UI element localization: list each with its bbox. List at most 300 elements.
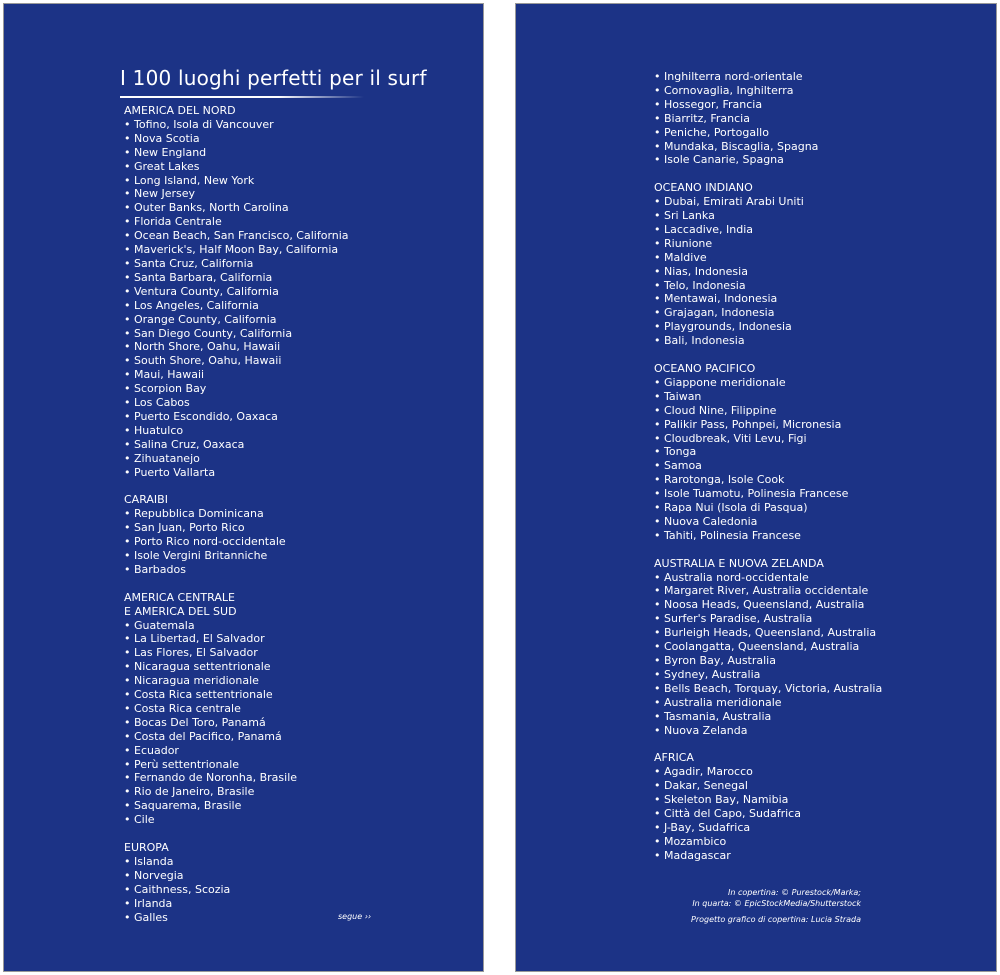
list-item [124,215,349,229]
bullet-icon: • [124,423,131,437]
spot-name: Skeleton Bay, Namibia [664,793,789,807]
spot-name: San Juan, Porto Rico [134,521,245,535]
spot-name: Tasmania, Australia [664,709,772,723]
list-item [654,682,882,696]
list-item [654,849,882,863]
bullet-icon: • [124,715,131,729]
list-item [124,883,349,897]
bullet-icon: • [654,222,661,236]
spot-name: Nova Scotia [134,131,200,145]
list-item [124,271,349,285]
list-item [124,410,349,424]
bullet-icon: • [124,799,131,813]
bullet-icon: • [124,340,131,354]
spot-name: Maverick's, Half Moon Bay, California [134,243,339,257]
spot-name: Rio de Janeiro, Brasile [134,785,255,799]
list-item [124,619,349,633]
bullet-icon: • [124,382,131,396]
region-heading: OCEANO PACIFICO [654,362,756,375]
spot-name: Margaret River, Australia occidentale [664,584,869,598]
region-heading: AMERICA DEL NORD [124,104,236,117]
bullet-icon: • [654,473,661,487]
bullet-icon: • [124,131,131,145]
list-item [124,869,349,883]
spot-name: Outer Banks, North Carolina [134,201,289,215]
spot-list [654,765,882,862]
spot-name: Samoa [664,459,702,473]
bullet-icon: • [654,681,661,695]
list-item [124,340,349,354]
list-item [124,785,349,799]
bullet-icon: • [654,70,661,83]
bullet-icon: • [124,187,131,201]
spot-name: Puerto Escondido, Oaxaca [134,409,278,423]
spot-name: Long Island, New York [134,173,255,187]
bullet-icon: • [654,445,661,459]
bullet-icon: • [654,209,661,223]
bullet-icon: • [124,813,131,827]
bullet-icon: • [124,409,131,423]
list-item [124,299,349,313]
spot-name: Bali, Indonesia [664,334,745,348]
list-item [124,813,349,827]
spot-name: Salina Cruz, Oaxaca [134,437,245,451]
list-item [124,911,349,925]
spot-name: Isole Canarie, Spagna [664,153,784,167]
spot-name: Perù settentrionale [134,757,240,771]
list-item [124,716,349,730]
spot-name: Agadir, Marocco [664,765,753,779]
bullet-icon: • [124,660,131,674]
bullet-icon: • [124,882,131,896]
spot-name: Los Angeles, California [134,298,259,312]
bullet-icon: • [124,298,131,312]
spot-name: Rarotonga, Isole Cook [664,473,785,487]
list-item [124,507,349,521]
list-item [124,174,349,188]
spot-name: Sri Lanka [664,209,715,223]
bullet-icon: • [654,125,661,139]
bullet-icon: • [124,284,131,298]
bullet-icon: • [654,306,661,320]
list-item [124,424,349,438]
bullet-icon: • [654,793,661,807]
spot-name: Santa Cruz, California [134,256,254,270]
bullet-icon: • [654,667,661,681]
spot-name: Bocas Del Toro, Panamá [134,715,266,729]
spot-name: South Shore, Oahu, Hawaii [134,354,282,368]
bullet-icon: • [124,465,131,479]
bullet-icon: • [124,729,131,743]
spot-name: Taiwan [664,389,702,403]
list-item [124,187,349,201]
region-heading: E AMERICA DEL SUD [124,604,237,618]
spot-name: Barbados [134,562,186,576]
bullet-icon: • [654,487,661,501]
list-item [654,571,882,585]
spot-name: New England [134,145,207,159]
bullet-icon: • [654,389,661,403]
list-item [654,779,882,793]
list-item [124,521,349,535]
list-item [124,160,349,174]
region-section [124,493,349,576]
spot-name: Huatulco [134,423,184,437]
list-item [654,98,882,112]
bullet-icon: • [124,145,131,159]
spot-name: Scorpion Bay [134,382,207,396]
list-item [124,730,349,744]
list-item [124,674,349,688]
spot-name: Australia nord-occidentale [664,570,809,584]
spot-name: Guatemala [134,618,195,632]
spot-name: Cornovaglia, Inghilterra [664,83,794,97]
spot-name: Noosa Heads, Queensland, Australia [664,598,865,612]
spot-name: Australia meridionale [664,695,782,709]
spot-name: Riunione [664,236,713,250]
region-heading: CARAIBI [124,493,168,507]
bullet-icon: • [654,584,661,598]
list-item [654,140,882,154]
spot-name: Laccadive, India [664,222,754,236]
list-item [654,126,882,140]
spot-name: Burleigh Heads, Queensland, Australia [664,626,877,640]
region-heading: EUROPA [124,840,169,854]
bullet-icon: • [124,535,131,549]
bullet-icon: • [654,111,661,125]
bullet-icon: • [124,451,131,465]
list-item [654,612,882,626]
spot-name: Isole Tuamotu, Polinesia Francese [664,487,849,501]
spot-list [654,571,882,738]
spot-name: Telo, Indonesia [664,278,746,292]
bullet-icon: • [124,646,131,660]
region-section [654,557,882,738]
bullet-icon: • [654,139,661,153]
bullet-icon: • [124,326,131,340]
bullet-icon: • [124,743,131,757]
bullet-icon: • [654,403,661,417]
spot-name: Repubblica Dominicana [134,507,264,521]
spot-name: Costa Rica settentrionale [134,688,273,702]
bullet-icon: • [654,570,661,584]
spot-name: Mozambico [664,834,727,848]
spot-name: Nicaragua meridionale [134,674,259,688]
list-item [654,265,882,279]
list-item [654,654,882,668]
bullet-icon: • [124,229,131,243]
bullet-icon: • [654,765,661,779]
list-item [124,368,349,382]
region-section [654,70,882,167]
spot-name: Dakar, Senegal [664,779,748,793]
spot-name: Galles [134,910,168,924]
bullet-icon: • [124,270,131,284]
credit-cover: In copertina: © Purestock/Marka; [727,888,861,897]
spot-name: Sydney, Australia [664,667,761,681]
bullet-icon: • [124,354,131,368]
bullet-icon: • [124,910,131,924]
list-item [124,535,349,549]
bullet-icon: • [124,159,131,173]
list-item [654,473,882,487]
bullet-icon: • [654,528,661,542]
spot-list [124,619,349,828]
list-item [124,229,349,243]
list-item [124,132,349,146]
bullet-icon: • [654,459,661,473]
bullet-icon: • [654,292,661,306]
spot-name: Tahiti, Polinesia Francese [664,528,801,542]
list-item [124,632,349,646]
spot-name: Byron Bay, Australia [664,654,776,668]
region-section [654,181,882,348]
list-item [654,390,882,404]
bullet-icon: • [124,618,131,632]
spot-name: Costa Rica centrale [134,701,241,715]
bullet-icon: • [654,97,661,111]
bullet-icon: • [654,375,661,389]
spot-name: Maui, Hawaii [134,368,205,382]
page-title: I 100 luoghi perfetti per il surf [120,66,427,90]
bullet-icon: • [124,117,131,131]
bullet-icon: • [124,562,131,576]
bullet-icon: • [124,771,131,785]
region-section [654,362,882,543]
spot-name: Ecuador [134,743,179,757]
bullet-icon: • [654,820,661,834]
bullet-icon: • [124,868,131,882]
spot-name: Porto Rico nord-occidentale [134,535,286,549]
list-item [654,195,882,209]
region-section [654,751,882,862]
spot-name: Florida Centrale [134,215,222,229]
list-item [124,466,349,480]
list-item [654,710,882,724]
spot-name: Cloudbreak, Viti Levu, Figi [664,431,807,445]
region-heading: AUSTRALIA E NUOVA ZELANDA [654,556,824,570]
bullet-icon: • [654,848,661,862]
spot-name: Mentawai, Indonesia [664,292,778,306]
spot-name: Hossegor, Francia [664,97,763,111]
bullet-icon: • [654,83,661,97]
list-item [654,418,882,432]
bullet-icon: • [654,514,661,528]
region-heading: OCEANO INDIANO [654,181,753,195]
spot-name: Mundaka, Biscaglia, Spagna [664,139,819,153]
bullet-icon: • [124,757,131,771]
bullet-icon: • [124,632,131,646]
list-item [654,320,882,334]
region-section [124,591,349,827]
list-item [124,688,349,702]
region-heading: AFRICA [654,751,694,765]
spot-name: Inghilterra nord-orientale [664,70,803,83]
bullet-icon: • [654,695,661,709]
list-item [124,313,349,327]
list-item [654,112,882,126]
list-item [124,799,349,813]
bullet-icon: • [124,368,131,382]
spot-name: Città del Capo, Sudafrica [664,806,801,820]
spot-name: Playgrounds, Indonesia [664,320,792,334]
list-item [124,855,349,869]
bullet-icon: • [124,674,131,688]
list-item [124,438,349,452]
list-item [654,84,882,98]
spot-list [654,376,882,543]
bullet-icon: • [654,654,661,668]
list-item [654,515,882,529]
bullet-icon: • [654,278,661,292]
bullet-icon: • [124,215,131,229]
bullet-icon: • [124,507,131,521]
list-item [124,243,349,257]
bullet-icon: • [654,501,661,515]
bullet-icon: • [654,250,661,264]
spot-list [124,507,349,577]
list-item [124,201,349,215]
bullet-icon: • [654,195,661,209]
spot-name: Costa del Pacifico, Panamá [134,729,282,743]
list-item [124,382,349,396]
list-item [654,334,882,348]
list-item [654,807,882,821]
list-item [654,432,882,446]
list-item [654,696,882,710]
bullet-icon: • [124,688,131,702]
spot-list [654,195,882,348]
bullet-icon: • [124,201,131,215]
spot-name: Nuova Caledonia [664,514,758,528]
list-item [124,563,349,577]
bullet-icon: • [654,626,661,640]
spot-name: Caithness, Scozia [134,882,231,896]
spot-name: Cloud Nine, Filippine [664,403,777,417]
spot-name: Tofino, Isola di Vancouver [134,117,274,131]
bullet-icon: • [654,153,661,167]
title-underline [120,96,364,98]
list-item [654,70,882,84]
bullet-icon: • [124,701,131,715]
list-item [654,584,882,598]
region-section [124,104,349,479]
list-item [124,758,349,772]
list-item [654,668,882,682]
list-item [654,445,882,459]
spot-name: Irlanda [134,896,173,910]
bullet-icon: • [124,243,131,257]
list-item [654,640,882,654]
bullet-icon: • [654,723,661,737]
spot-name: Norvegia [134,868,184,882]
spot-name: Tonga [664,445,697,459]
list-item [124,660,349,674]
bullet-icon: • [654,417,661,431]
spot-name: Nicaragua settentrionale [134,660,271,674]
spot-name: Islanda [134,854,174,868]
list-item [124,396,349,410]
list-item [124,146,349,160]
list-item [654,153,882,167]
credit-design: Progetto grafico di copertina: Lucia Strada [691,915,861,924]
bullet-icon: • [124,548,131,562]
spot-name: Las Flores, El Salvador [134,646,258,660]
spot-name: Maldive [664,250,707,264]
credits [691,887,861,925]
list-item [654,724,882,738]
list-item [124,452,349,466]
spot-name: Isole Vergini Britanniche [134,548,268,562]
list-item [654,223,882,237]
bullet-icon: • [124,396,131,410]
list-item [654,279,882,293]
bullet-icon: • [654,236,661,250]
spot-name: Puerto Vallarta [134,465,216,479]
spot-name: Ventura County, California [134,284,279,298]
spot-name: Bells Beach, Torquay, Victoria, Australia [664,681,883,695]
bullet-icon: • [124,312,131,326]
list-item [654,765,882,779]
spot-name: Giappone meridionale [664,375,786,389]
bullet-icon: • [124,854,131,868]
list-item [124,118,349,132]
spot-name: Ocean Beach, San Francisco, California [134,229,349,243]
spot-name: Palikir Pass, Pohnpei, Micronesia [664,417,842,431]
list-item [654,459,882,473]
spot-name: Cile [134,813,155,827]
bullet-icon: • [124,173,131,187]
spot-name: Saquarema, Brasile [134,799,242,813]
spot-name: Santa Barbara, California [134,270,273,284]
spot-name: Peniche, Portogallo [664,125,769,139]
spot-name: La Libertad, El Salvador [134,632,265,646]
spot-name: Nias, Indonesia [664,264,748,278]
bullet-icon: • [654,264,661,278]
list-item [124,702,349,716]
spot-name: Nuova Zelanda [664,723,748,737]
bullet-icon: • [654,834,661,848]
list-item [654,292,882,306]
spot-name: Grajagan, Indonesia [664,306,775,320]
continue-label: segue ›› [338,912,372,921]
list-item [654,209,882,223]
bullet-icon: • [654,640,661,654]
list-item [654,404,882,418]
spot-list [654,70,882,167]
list-item [654,821,882,835]
bullet-icon: • [654,806,661,820]
list-item [654,793,882,807]
spot-name: Rapa Nui (Isola di Pasqua) [664,501,808,515]
spot-name: Coolangatta, Queensland, Australia [664,640,860,654]
right-column [654,70,882,863]
list-item [654,251,882,265]
spot-name: Surfer's Paradise, Australia [664,612,813,626]
list-item [654,376,882,390]
left-column [124,104,349,924]
spot-name: J-Bay, Sudafrica [664,820,751,834]
list-item [654,501,882,515]
bullet-icon: • [654,431,661,445]
list-item [654,306,882,320]
credit-back: In quarta: © EpicStockMedia/Shutterstock [692,899,861,908]
list-item [654,598,882,612]
bullet-icon: • [654,779,661,793]
bullet-icon: • [654,709,661,723]
list-item [124,285,349,299]
spot-name: Los Cabos [134,396,190,410]
